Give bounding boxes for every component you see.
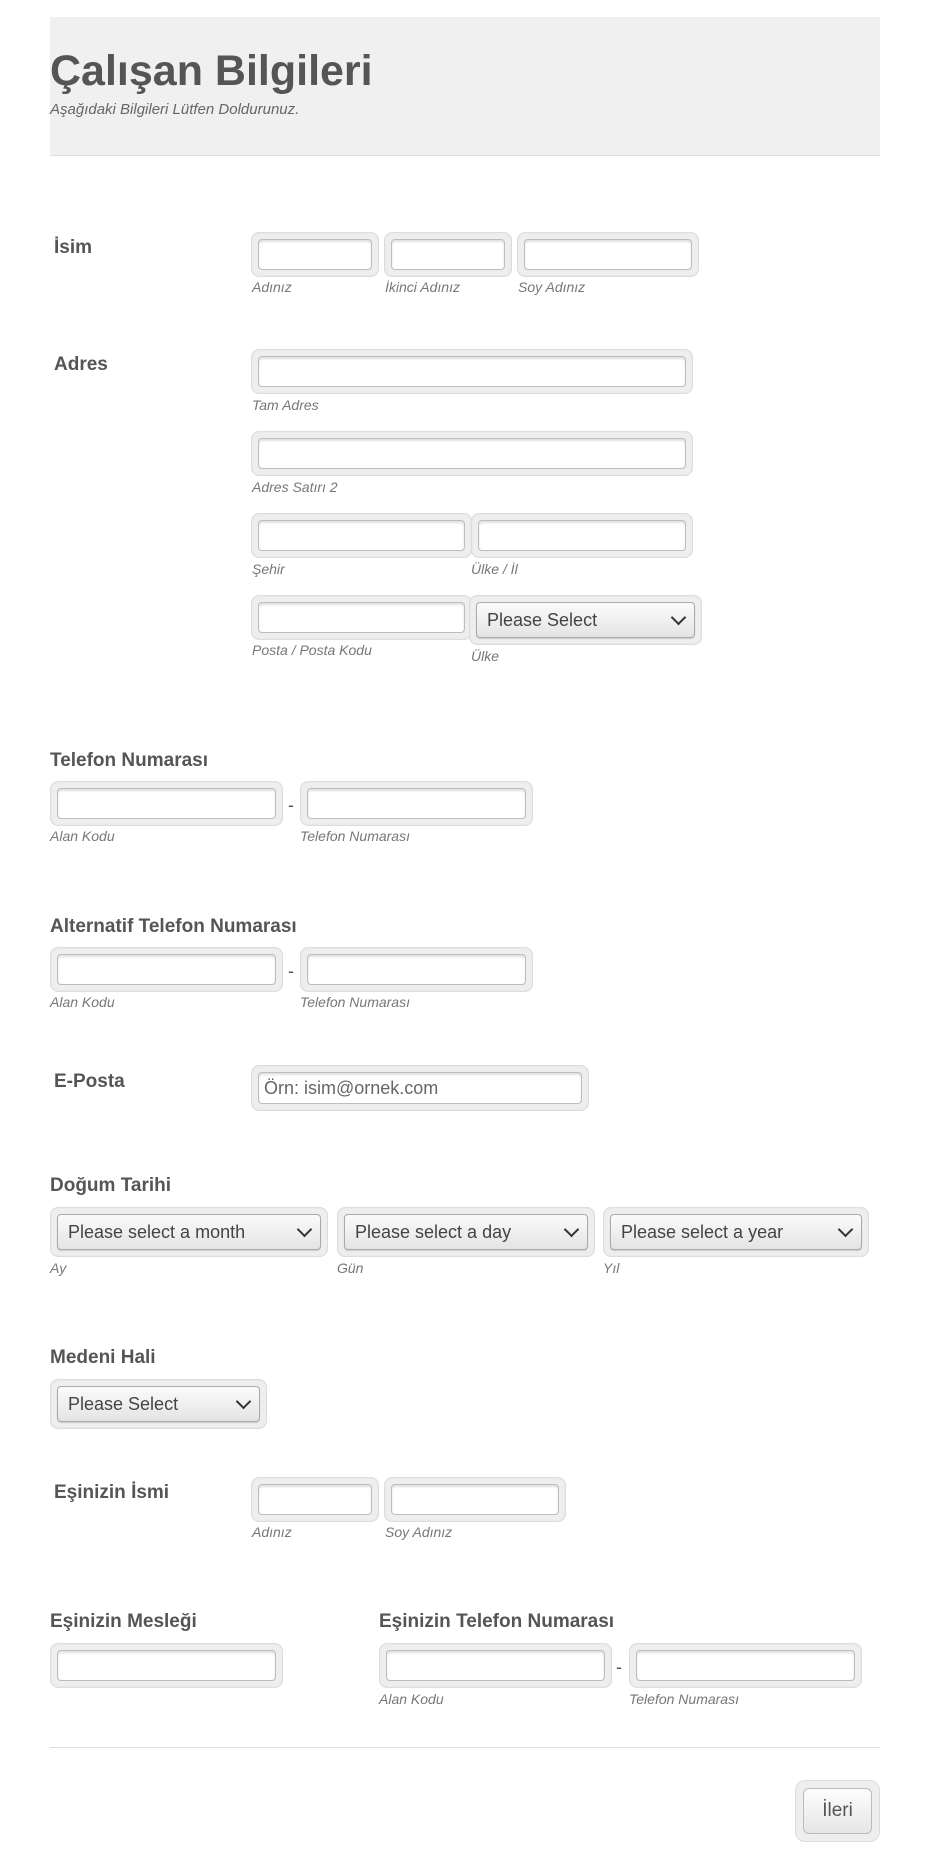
spouse-name-label: Eşinizin İsmi (54, 1482, 170, 1503)
postal-input[interactable] (258, 602, 465, 633)
postal-field (251, 595, 472, 640)
spouse-first-name-sublabel: Adınız (252, 1524, 292, 1540)
spouse-occupation-field (50, 1643, 283, 1688)
first-name-sublabel: Adınız (252, 279, 292, 295)
phone-area-sublabel: Alan Kodu (50, 828, 115, 844)
page-subtitle: Aşağıdaki Bilgileri Lütfen Doldurunuz. (50, 101, 300, 118)
address-line2-field (251, 431, 693, 476)
birth-year-select-value: Please select a year (621, 1221, 784, 1242)
alt-phone-number-field (300, 947, 533, 992)
first-name-field (251, 232, 379, 277)
birth-month-select[interactable] (57, 1214, 321, 1250)
birth-date-label: Doğum Tarihi (50, 1175, 172, 1196)
spouse-phone-label: Eşinizin Telefon Numarası (379, 1611, 615, 1632)
chevron-down-icon (838, 1222, 854, 1238)
birth-day-select[interactable] (344, 1214, 588, 1250)
email-field (251, 1065, 589, 1111)
address-line2-sublabel: Adres Satırı 2 (252, 479, 338, 495)
alt-phone-separator: - (288, 961, 294, 981)
form-divider (50, 1747, 880, 1748)
birth-month-sublabel: Ay (50, 1260, 67, 1276)
birth-month-field (50, 1207, 328, 1257)
middle-name-sublabel: İkinci Adınız (385, 279, 460, 295)
email-label: E-Posta (54, 1071, 125, 1092)
spouse-phone-separator: - (616, 1657, 622, 1677)
country-select[interactable] (476, 602, 695, 638)
state-sublabel: Ülke / İl (471, 561, 518, 577)
phone-number-field (300, 781, 533, 826)
city-field (251, 513, 472, 558)
spouse-phone-number-field (629, 1643, 862, 1688)
alt-phone-number-input[interactable] (307, 954, 526, 985)
birth-day-select-value: Please select a day (355, 1221, 512, 1242)
last-name-input[interactable] (524, 239, 692, 270)
spouse-phone-area-input[interactable] (386, 1650, 605, 1681)
spouse-first-name-field (251, 1477, 379, 1522)
page-title: Çalışan Bilgileri (50, 47, 373, 95)
middle-name-field (384, 232, 512, 277)
country-field (469, 595, 702, 645)
chevron-down-icon (671, 610, 687, 626)
city-input[interactable] (258, 520, 465, 551)
middle-name-input[interactable] (391, 239, 505, 270)
address-line2-input[interactable] (258, 438, 686, 469)
phone-area-field (50, 781, 283, 826)
birth-year-select[interactable] (610, 1214, 862, 1250)
postal-sublabel: Posta / Posta Kodu (252, 642, 372, 658)
spouse-occupation-label: Eşinizin Mesleği (50, 1611, 197, 1632)
state-field (471, 513, 693, 558)
country-sublabel: Ülke (471, 648, 500, 664)
birth-year-sublabel: Yıl (603, 1260, 620, 1276)
alt-phone-number-sublabel: Telefon Numarası (300, 994, 410, 1010)
alt-phone-area-sublabel: Alan Kodu (50, 994, 115, 1010)
name-label: İsim (54, 237, 93, 258)
phone-area-input[interactable] (57, 788, 276, 819)
first-name-input[interactable] (258, 239, 372, 270)
alt-phone-label: Alternatif Telefon Numarası (50, 916, 297, 937)
spouse-first-name-input[interactable] (258, 1484, 372, 1515)
marital-status-select[interactable] (57, 1386, 260, 1422)
city-sublabel: Şehir (252, 561, 285, 577)
chevron-down-icon (236, 1394, 252, 1410)
state-input[interactable] (478, 520, 686, 551)
spouse-phone-number-input[interactable] (636, 1650, 855, 1681)
marital-status-label: Medeni Hali (50, 1347, 156, 1368)
spouse-occupation-input[interactable] (57, 1650, 276, 1681)
chevron-down-icon (564, 1222, 580, 1238)
phone-label: Telefon Numarası (50, 750, 209, 771)
email-input[interactable] (258, 1072, 582, 1104)
spouse-phone-number-sublabel: Telefon Numarası (629, 1691, 739, 1707)
spouse-last-name-field (384, 1477, 566, 1522)
last-name-sublabel: Soy Adınız (518, 279, 586, 295)
form-header (50, 17, 880, 156)
alt-phone-area-field (50, 947, 283, 992)
phone-number-input[interactable] (307, 788, 526, 819)
last-name-field (517, 232, 699, 277)
chevron-down-icon (297, 1222, 313, 1238)
marital-status-select-value: Please Select (68, 1393, 179, 1414)
birth-month-select-value: Please select a month (68, 1221, 246, 1242)
spouse-last-name-input[interactable] (391, 1484, 559, 1515)
address-label: Adres (54, 354, 108, 375)
birth-day-sublabel: Gün (337, 1260, 364, 1276)
next-button-wrapper (795, 1780, 880, 1842)
spouse-last-name-sublabel: Soy Adınız (385, 1524, 453, 1540)
spouse-phone-area-field (379, 1643, 612, 1688)
country-select-value: Please Select (487, 609, 598, 630)
phone-number-sublabel: Telefon Numarası (300, 828, 410, 844)
alt-phone-area-input[interactable] (57, 954, 276, 985)
address-line1-input[interactable] (258, 356, 686, 387)
next-button[interactable]: İleri (803, 1788, 872, 1834)
birth-day-field (337, 1207, 595, 1257)
marital-status-field (50, 1379, 267, 1429)
address-line1-sublabel: Tam Adres (252, 397, 319, 413)
birth-year-field (603, 1207, 869, 1257)
phone-separator: - (288, 795, 294, 815)
spouse-phone-area-sublabel: Alan Kodu (379, 1691, 444, 1707)
address-line1-field (251, 349, 693, 394)
